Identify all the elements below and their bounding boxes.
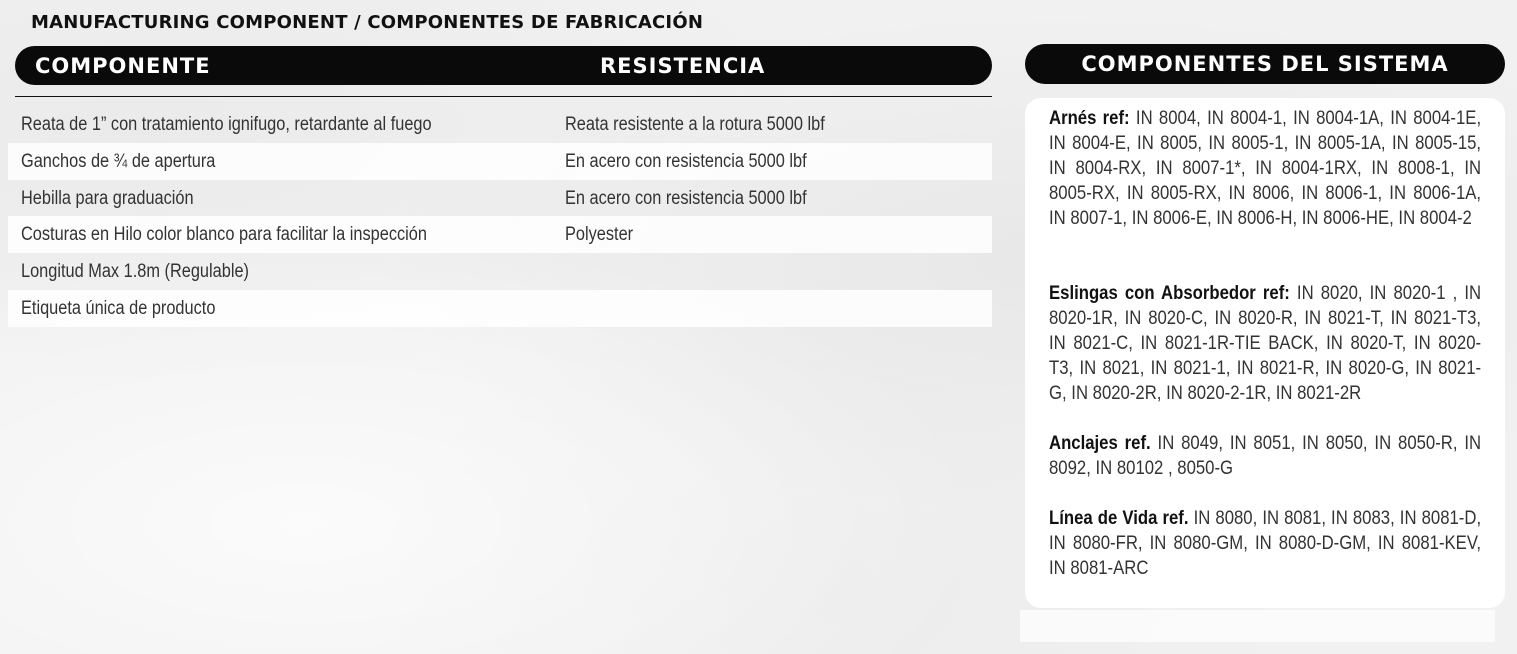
lanyard-ref-list: IN 8020, IN 8020-1 , IN 8020-1R, IN 8020-C, IN 8020-R, IN 8021-T, IN 8021-T3, IN 8021-C, IN 8021-1R-TIE BACK, IN 8020-T, IN 8020-T3, IN 8021, IN 8021-1, IN 8021-R, IN 8020-G, IN 8021-G, IN 8020-2R, IN 8020-2-1R, IN 8021-2R	[1049, 283, 1482, 404]
table-row	[8, 216, 992, 253]
component-cell: Costuras en Hilo color blanco para facilitar la inspección	[21, 224, 427, 246]
harness-label: Arnés ref:	[1049, 108, 1130, 129]
anchor-ref-list: IN 8049, IN 8051, IN 8050, IN 8050-R, IN 8092, IN 80102 , 8050-G	[1049, 433, 1482, 479]
header-componente: COMPONENTE	[35, 54, 211, 78]
header-divider	[15, 96, 992, 97]
anchor-refs	[1049, 431, 1481, 481]
anchor-label: Anclajes ref.	[1049, 433, 1151, 454]
lanyard-refs	[1049, 281, 1481, 406]
harness-ref-list: IN 8004, IN 8004-1, IN 8004-1A, IN 8004-1E, IN 8004-E, IN 8005, IN 8005-1, IN 8005-1A, IN 8005-15, IN 8004-RX, IN 8007-1*, IN 8004-1RX, IN 8008-1, IN 8005-RX, IN 8005-RX, IN 8006, IN 8006-1, IN 8006-1A, IN 8007-1, IN 8006-E, IN 8006-H, IN 8006-HE, IN 8004-2	[1049, 108, 1482, 229]
table-row	[8, 253, 992, 290]
table-row	[8, 143, 992, 180]
table-header	[15, 46, 992, 85]
lifeline-ref-list: IN 8080, IN 8081, IN 8083, IN 8081-D, IN 8080-FR, IN 8080-GM, IN 8080-D-GM, IN 8081-KEV, IN 8081-ARC	[1049, 508, 1482, 579]
lanyard-label: Eslingas con Absorbedor ref:	[1049, 283, 1290, 304]
system-components-card	[1025, 98, 1505, 608]
lifeline-refs	[1049, 506, 1481, 581]
harness-refs	[1049, 106, 1481, 231]
component-cell: Ganchos de ¾ de apertura	[21, 150, 216, 172]
component-cell: Longitud Max 1.8m (Regulable)	[21, 261, 249, 283]
resistance-cell: En acero con resistencia 5000 lbf	[565, 150, 807, 172]
resistance-cell: En acero con resistencia 5000 lbf	[565, 187, 807, 209]
system-components-title: COMPONENTES DEL SISTEMA	[1081, 52, 1449, 76]
page-title: MANUFACTURING COMPONENT / COMPONENTES DE FABRICACIÓN	[31, 12, 704, 33]
component-cell: Hebilla para graduación	[21, 187, 194, 209]
resistance-cell: Reata resistente a la rotura 5000 lbf	[565, 114, 825, 135]
card-footer-strip	[1020, 610, 1495, 642]
system-components-header	[1025, 44, 1505, 84]
table-row	[8, 106, 992, 143]
component-cell: Reata de 1” con tratamiento ignifugo, retardante al fuego	[21, 114, 432, 135]
resistance-cell: Polyester	[565, 224, 634, 246]
component-table	[8, 106, 992, 327]
table-row	[8, 180, 992, 217]
header-resistencia: RESISTENCIA	[600, 54, 766, 78]
table-row	[8, 290, 992, 327]
lifeline-label: Línea de Vida ref.	[1049, 508, 1189, 529]
component-cell: Etiqueta única de producto	[21, 297, 216, 319]
